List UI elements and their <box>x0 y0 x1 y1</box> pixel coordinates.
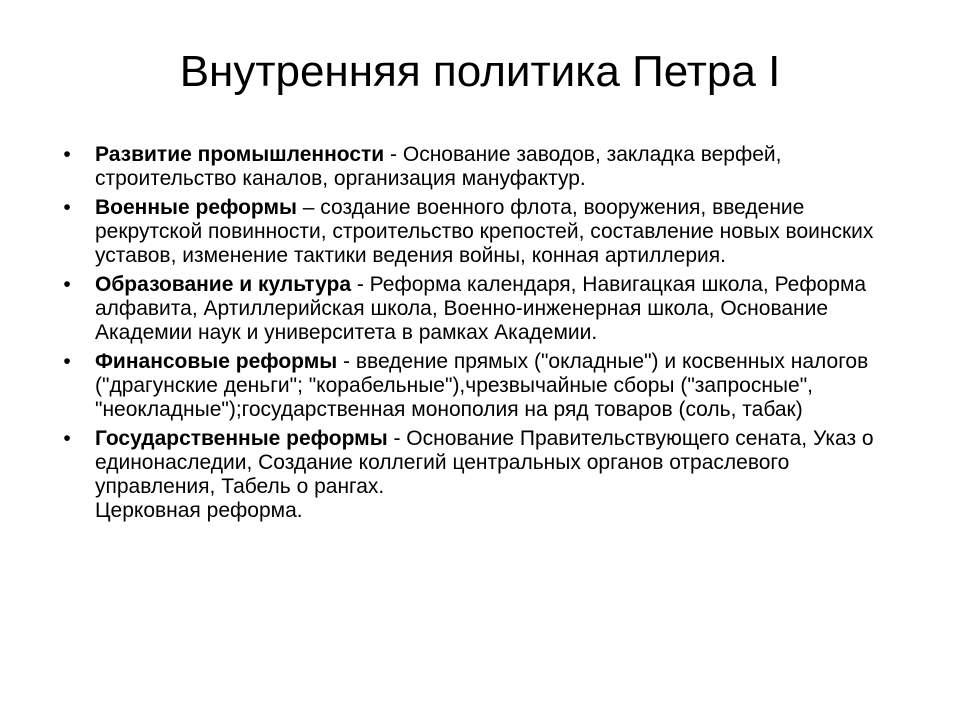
bullet-list <box>0 143 960 528</box>
bullet-icon: • <box>63 273 71 296</box>
item-text: - Основание Правительствующего сената, Указ о единонаследии, Создание коллегий центральных органов отраслевого управления, Табель о рангах. <box>95 427 874 498</box>
list-item-education <box>0 273 960 345</box>
slide-title: Внутренняя политика Петра I <box>179 47 781 96</box>
item-text: - введение прямых ("окладные") и косвенных налогов ("драгунские деньги"; "корабельные"),чрезвычайные сборы ("запросные", "неокладные");государственная монополия на ряд товаров (соль, табак) <box>95 350 869 421</box>
list-item-military <box>0 196 960 268</box>
bullet-icon: • <box>63 196 71 219</box>
item-text: - Реформа календаря, Навигацкая школа, Реформа алфавита, Артиллерийская школа, Военно-инженерная школа, Основание Академии наук и университета в рамках Академии. <box>95 273 867 344</box>
item-text: - Основание заводов, закладка верфей, строительство каналов, организация мануфактур. <box>95 143 782 190</box>
item-heading: Военные реформы <box>95 196 297 219</box>
list-item-finance <box>0 350 960 422</box>
bullet-icon: • <box>63 427 71 450</box>
bullet-icon: • <box>63 143 71 166</box>
item-heading: Финансовые реформы <box>95 350 338 373</box>
item-heading: Государственные реформы <box>95 427 388 450</box>
item-heading: Образование и культура <box>95 273 352 296</box>
bullet-icon: • <box>63 350 71 373</box>
list-item-industry <box>0 143 960 191</box>
item-extra-line: Церковная реформа. <box>95 499 303 522</box>
list-item-state <box>0 427 960 523</box>
item-text: – создание военного флота, вооружения, введение рекрутской повинности, строительство крепостей, составление новых воинских уставов, изменение тактики ведения войны, конная артиллерия. <box>95 196 874 267</box>
item-heading: Развитие промышленности <box>95 143 385 166</box>
